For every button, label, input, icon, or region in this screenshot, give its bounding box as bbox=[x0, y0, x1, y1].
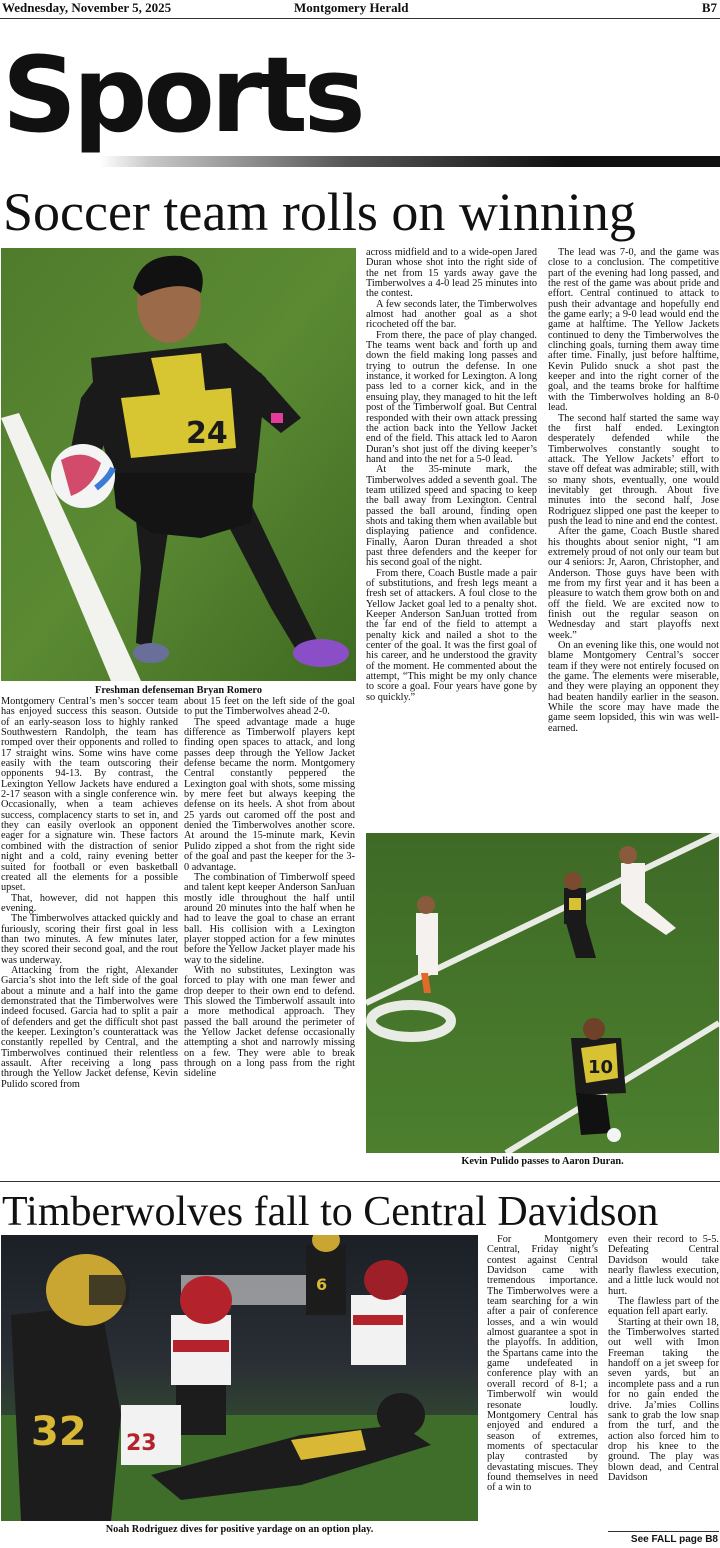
story1-paragraph: about 15 feet on the left side of the goal to put the Timberwolves ahead 2-0. bbox=[184, 696, 355, 718]
photo-football-dive bbox=[1, 1235, 478, 1521]
story1-paragraph: That, however, did not happen this evening. bbox=[1, 892, 178, 914]
section-gradient-bar bbox=[100, 156, 720, 167]
story1-column-1 bbox=[1, 697, 178, 1090]
story1-paragraph: The lead was 7-0, and the game was close to a conclusion. The competitive part of the evening had long passed, and the rest of the game was about pride and effort. Central continued to attack to push their advantage and hopefully end the game early; a 9-0 lead would end the game at halftime. The Yellow Jackets continued to deny the Timberwolves the clinching goals, turning them away time after time. Finally, just before halftime, Kevin Pulido snuck a shot past the keeper and into the right corner of the goal, and the teams broke for halftime with the Timberwolves holding an 8-0 lead. bbox=[548, 247, 719, 414]
story2-column-1 bbox=[487, 1235, 598, 1494]
story2-paragraph: even their record to 5-5. Defeating Central Davidson would take nearly flawless execution, and a little luck would not hurt. bbox=[608, 1234, 719, 1297]
story1-paragraph: The Timberwolves attacked quickly and furiously, scoring their first goal in less than two minutes. A few minutes later, they scored their second goal, and the rout was underway. bbox=[1, 913, 178, 966]
story1-paragraph: From there, Coach Bustle made a pair of substitutions, and fresh legs meant a fresh set of attackers. A foul close to the Yellow Jacket goal led to a penalty shot. Keeper Anderson SanJuan trotted from the far end of the field to attempt a penalty kick and nailed a shot to the center of the goal. It was the first goal of his career, and he understood the gravity of the moment. He commented about the attempt, “This might be my only chance to score a goal. Four years have gone by so quickly.” bbox=[366, 567, 537, 703]
story1-paragraph: Attacking from the right, Alexander Garcia’s shot into the left side of the goal about a minute and a half into the game demonstrated that the Timberwolves were indeed focused. Garcia had to split a pair of defenders and get the difficult shot past the keeper. Lexington’s counterattack was constantly repelled by Central, and the Timberwolves continued their relentless assault. After receiving a long pass through the Yellow Jacket defense, Kevin Pulido scored from bbox=[1, 964, 178, 1090]
jersey-number: 10 bbox=[588, 1057, 614, 1078]
story1-paragraph: The combination of Timberwolf speed and talent kept keeper Anderson SanJuan mostly idle throughout the half until around 20 minutes into the half when he had to leave the goal to chase an errant ball. His collision with a Lexington player stopped action for a few minutes before the Yellow Jacket player made his way to the sideline. bbox=[184, 871, 355, 966]
story1-column-4 bbox=[548, 248, 719, 734]
story2-headline: Timberwolves fall to Central Davidson bbox=[2, 1189, 659, 1235]
story1-paragraph: across midfield and to a wide-open Jared Duran whose shot into the right side of the net from 15 yards away gave the Timberwolves a 4-0 lead 25 minutes into the contest. bbox=[366, 247, 537, 300]
story2-column-2 bbox=[608, 1235, 719, 1483]
story1-paragraph: A few seconds later, the Timberwolves almost had another goal as a shot ricocheted off the bar. bbox=[366, 298, 537, 331]
story1-paragraph: Montgomery Central’s men’s soccer team has enjoyed success this season. Outside of an early-season loss to highly ranked Southwestern Randolph, the team has romped over their opponents and rolled to 17 straight wins. Some wins have come easily with the team outscoring their opponents 94-13. By contrast, the Lexington Yellow Jackets have endured a 2-17 season with a single conference win. Occasionally, when a team achieves success, complacency starts to set in, and they can easily overlook an opponent eager for a signature win. These factors combined with the distraction of senior night and a cold, rainy evening better suited for football or even basketball created all the elements for a possible upset. bbox=[1, 696, 178, 894]
story2-paragraph: The flawless part of the equation fell apart early. bbox=[608, 1296, 719, 1318]
jersey-number: 23 bbox=[126, 1431, 157, 1456]
story-divider bbox=[0, 1181, 720, 1182]
folio-bar bbox=[0, 0, 720, 16]
jump-line[interactable]: See FALL page B8 bbox=[630, 1534, 718, 1545]
story1-column-2 bbox=[184, 697, 355, 1080]
story1-paragraph: On an evening like this, one would not blame Montgomery Central’s soccer team if they were not entirely focused on the game. The elements were miserable, and they were playing an opponent they had beaten handily earlier in the season. While the score may have made the game seem lopsided, this win was well-earned. bbox=[548, 640, 719, 734]
story1-paragraph: The second half started the same way the first half ended. Lexington desperately defended while the Timberwolves constantly sought to attack. The Yellow Jackets’ effort to stave off defeat was admirable; still, with so many shots, eventually, one would inevitably get through. About five minutes into the second half, Jose Rodriguez slipped one past the keeper to push the lead to nine and end the contest. bbox=[548, 412, 719, 527]
photo-soccer-defenseman bbox=[1, 248, 356, 681]
jump-rule bbox=[608, 1531, 719, 1532]
jersey-number: 32 bbox=[31, 1409, 87, 1455]
newspaper-name: Montgomery Herald bbox=[294, 0, 409, 15]
photo2-caption: Kevin Pulido passes to Aaron Duran. bbox=[461, 1156, 624, 1167]
story1-paragraph: After the game, Coach Bustle shared his thoughts about senior night, “I am extremely proud of not only our team but our 4 seniors: Jr, Aaron, Christopher, and Anderson. Those guys have been with me from my first year and it has been a pleasure to watch them grow both on and off the field. We are excited now to finish out the regular season on Wednesday and start playoffs next week.” bbox=[548, 526, 719, 641]
page-number: B7 bbox=[701, 0, 717, 15]
story2-paragraph: For Montgomery Central, Friday night’s contest against Central Davidson came with tremendous importance. The Timberwolves were a team searching for a win after a pair of conference losses, and a win would almost guarantee a spot in the playoffs. In addition, the Spartans came into the game undefeated in conference play with an overall record of 8-1; a Timberwolf win would resonate loudly. Montgomery Central has enjoyed and endured a season of extremes, moments of spectacular play contrasted by devastating miscues. They found themselves in need of a win to bbox=[487, 1234, 598, 1494]
story1-column-3 bbox=[366, 248, 537, 703]
photo1-caption: Freshman defenseman Bryan Romero bbox=[95, 685, 262, 696]
story1-paragraph: From there, the pace of play changed. The teams went back and forth up and down the field making long passes and trying to outrun the defense. In one instance, it worked for Lexington. A long pass led to a corner kick, and in the ensuing play, they managed to hit the left post of the Timberwolf goal. But Central responded with their own attack pressing the action back into the Yellow Jacket end of the field. This attack led to Aaron Duran’s shot just off the diving keeper’s hand and into the net for a 5-0 lead. bbox=[366, 329, 537, 465]
story1-paragraph: At the 35-minute mark, the Timberwolves added a seventh goal. The team utilized speed and spacing to keep the ball away from Lexington. Central passed the ball around, finding open shots and taking them when available but displaying patience and confidence. Finally, Aaron Duran threaded a shot past three defenders and the keeper for his second goal of the night. bbox=[366, 464, 537, 569]
jersey-number: 6 bbox=[316, 1275, 328, 1294]
story2-paragraph: Starting at their own 18, the Timberwolves started out well with Imon Freeman taking the handoff on a jet sweep for seven yards, but an incomplete pass and a run for no gain ended the drive. Ja’mies Collins sank to grab the low snap from the turf, and the action also forced him to drop his knee to the ground. The play was blown dead, and Central Davidson bbox=[608, 1316, 719, 1483]
story1-headline: Soccer team rolls on winning bbox=[3, 182, 636, 242]
issue-date: Wednesday, November 5, 2025 bbox=[2, 0, 172, 15]
photo-soccer-passing bbox=[366, 833, 719, 1153]
story1-paragraph: With no substitutes, Lexington was forced to play with one man fewer and drop deeper to their own end to defend. This slowed the Timberwolf assault into a more methodical approach. They passed the ball around the perimeter of the Yellow Jacket defense occasionally attempting a shot and narrowly missing on a few. They were able to break through on a long pass from the right sideline bbox=[184, 964, 355, 1080]
jersey-number: 24 bbox=[186, 416, 228, 451]
story1-paragraph: The speed advantage made a huge difference as Timberwolf players kept finding open spaces to attack, and long passes deep through the Yellow Jacket defense became the norm. Montgomery Central constantly peppered the Lexington goal with shots, some missing by mere feet but always keeping the defense on its heels. A shot from about 25 yards out caromed off the post and denied the Timberwolves another score. At around the 15-minute mark, Kevin Pulido zipped a shot from the right side of the goal and past the keeper for the 3-0 advantage. bbox=[184, 716, 355, 873]
folio-rule bbox=[0, 18, 720, 19]
photo3-caption: Noah Rodriguez dives for positive yardage on an option play. bbox=[105, 1524, 374, 1535]
section-title: Sports bbox=[2, 34, 362, 156]
